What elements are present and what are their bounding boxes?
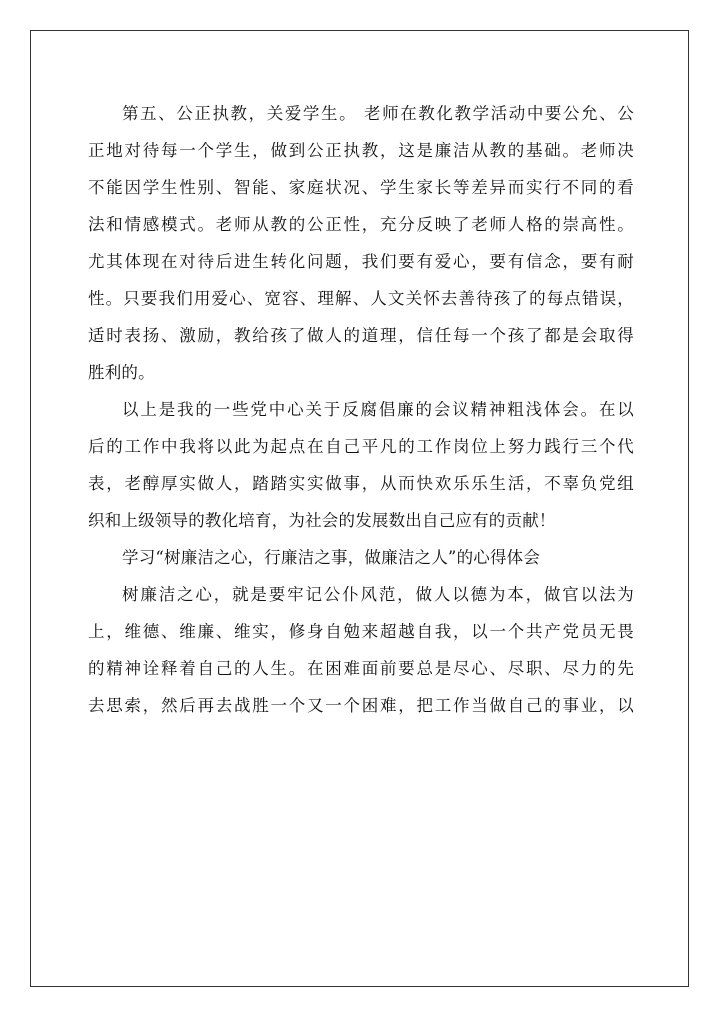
text-line: 适时表扬、激励，教给孩了做人的道理，信任每一个孩了都是会取得 [88, 326, 634, 345]
text-line: 的精神诠释着自己的人生。在困难面前要总是尽心、尽职、尽力的先 [88, 659, 634, 678]
text-line: 不能因学生性别、智能、家庭状况、学生家长等差异而实行不同的看 [88, 178, 634, 197]
text-line: 第五、公正执教，关爱学生。 老师在教化教学活动中要公允、公 [122, 104, 634, 123]
text-line: 尤其体现在对待后进生转化问题，我们要有爱心，要有信念，要有耐 [88, 252, 634, 271]
text-line: 以上是我的一些党中心关于反腐倡廉的会议精神粗浅体会。在以 [122, 400, 634, 419]
text-line: 性。只要我们用爱心、宽容、理解、人文关怀去善待孩了的每点错误， [88, 289, 634, 308]
section-heading: 学习“树廉洁之心，行廉洁之事，做廉洁之人”的心得体会 [122, 548, 541, 567]
text-line: 树廉洁之心，就是要牢记公仆风范，做人以德为本，做官以法为 [122, 585, 634, 604]
document-body [88, 95, 634, 724]
text-line: 后的工作中我将以此为起点在自己平凡的工作岗位上努力践行三个代 [88, 437, 634, 456]
text-line: 表，老醇厚实做人，踏踏实实做事，从而快欢乐乐生活，不辜负党组 [88, 474, 634, 493]
text-line: 织和上级领导的教化培育，为社会的发展数出自己应有的贡献！ [88, 511, 556, 530]
text-line: 法和情感模式。老师从教的公正性，充分反映了老师人格的崇高性。 [88, 215, 634, 234]
text-line: 去思索，然后再去战胜一个又一个困难，把工作当做自己的事业，以 [88, 696, 634, 715]
text-line: 胜利的。 [88, 363, 155, 382]
text-line: 上，维德、维廉、维实，修身自勉来超越自我，以一个共产党员无畏 [88, 622, 634, 641]
text-line: 正地对待每一个学生，做到公正执教，这是廉洁从教的基础。老师决 [88, 141, 634, 160]
